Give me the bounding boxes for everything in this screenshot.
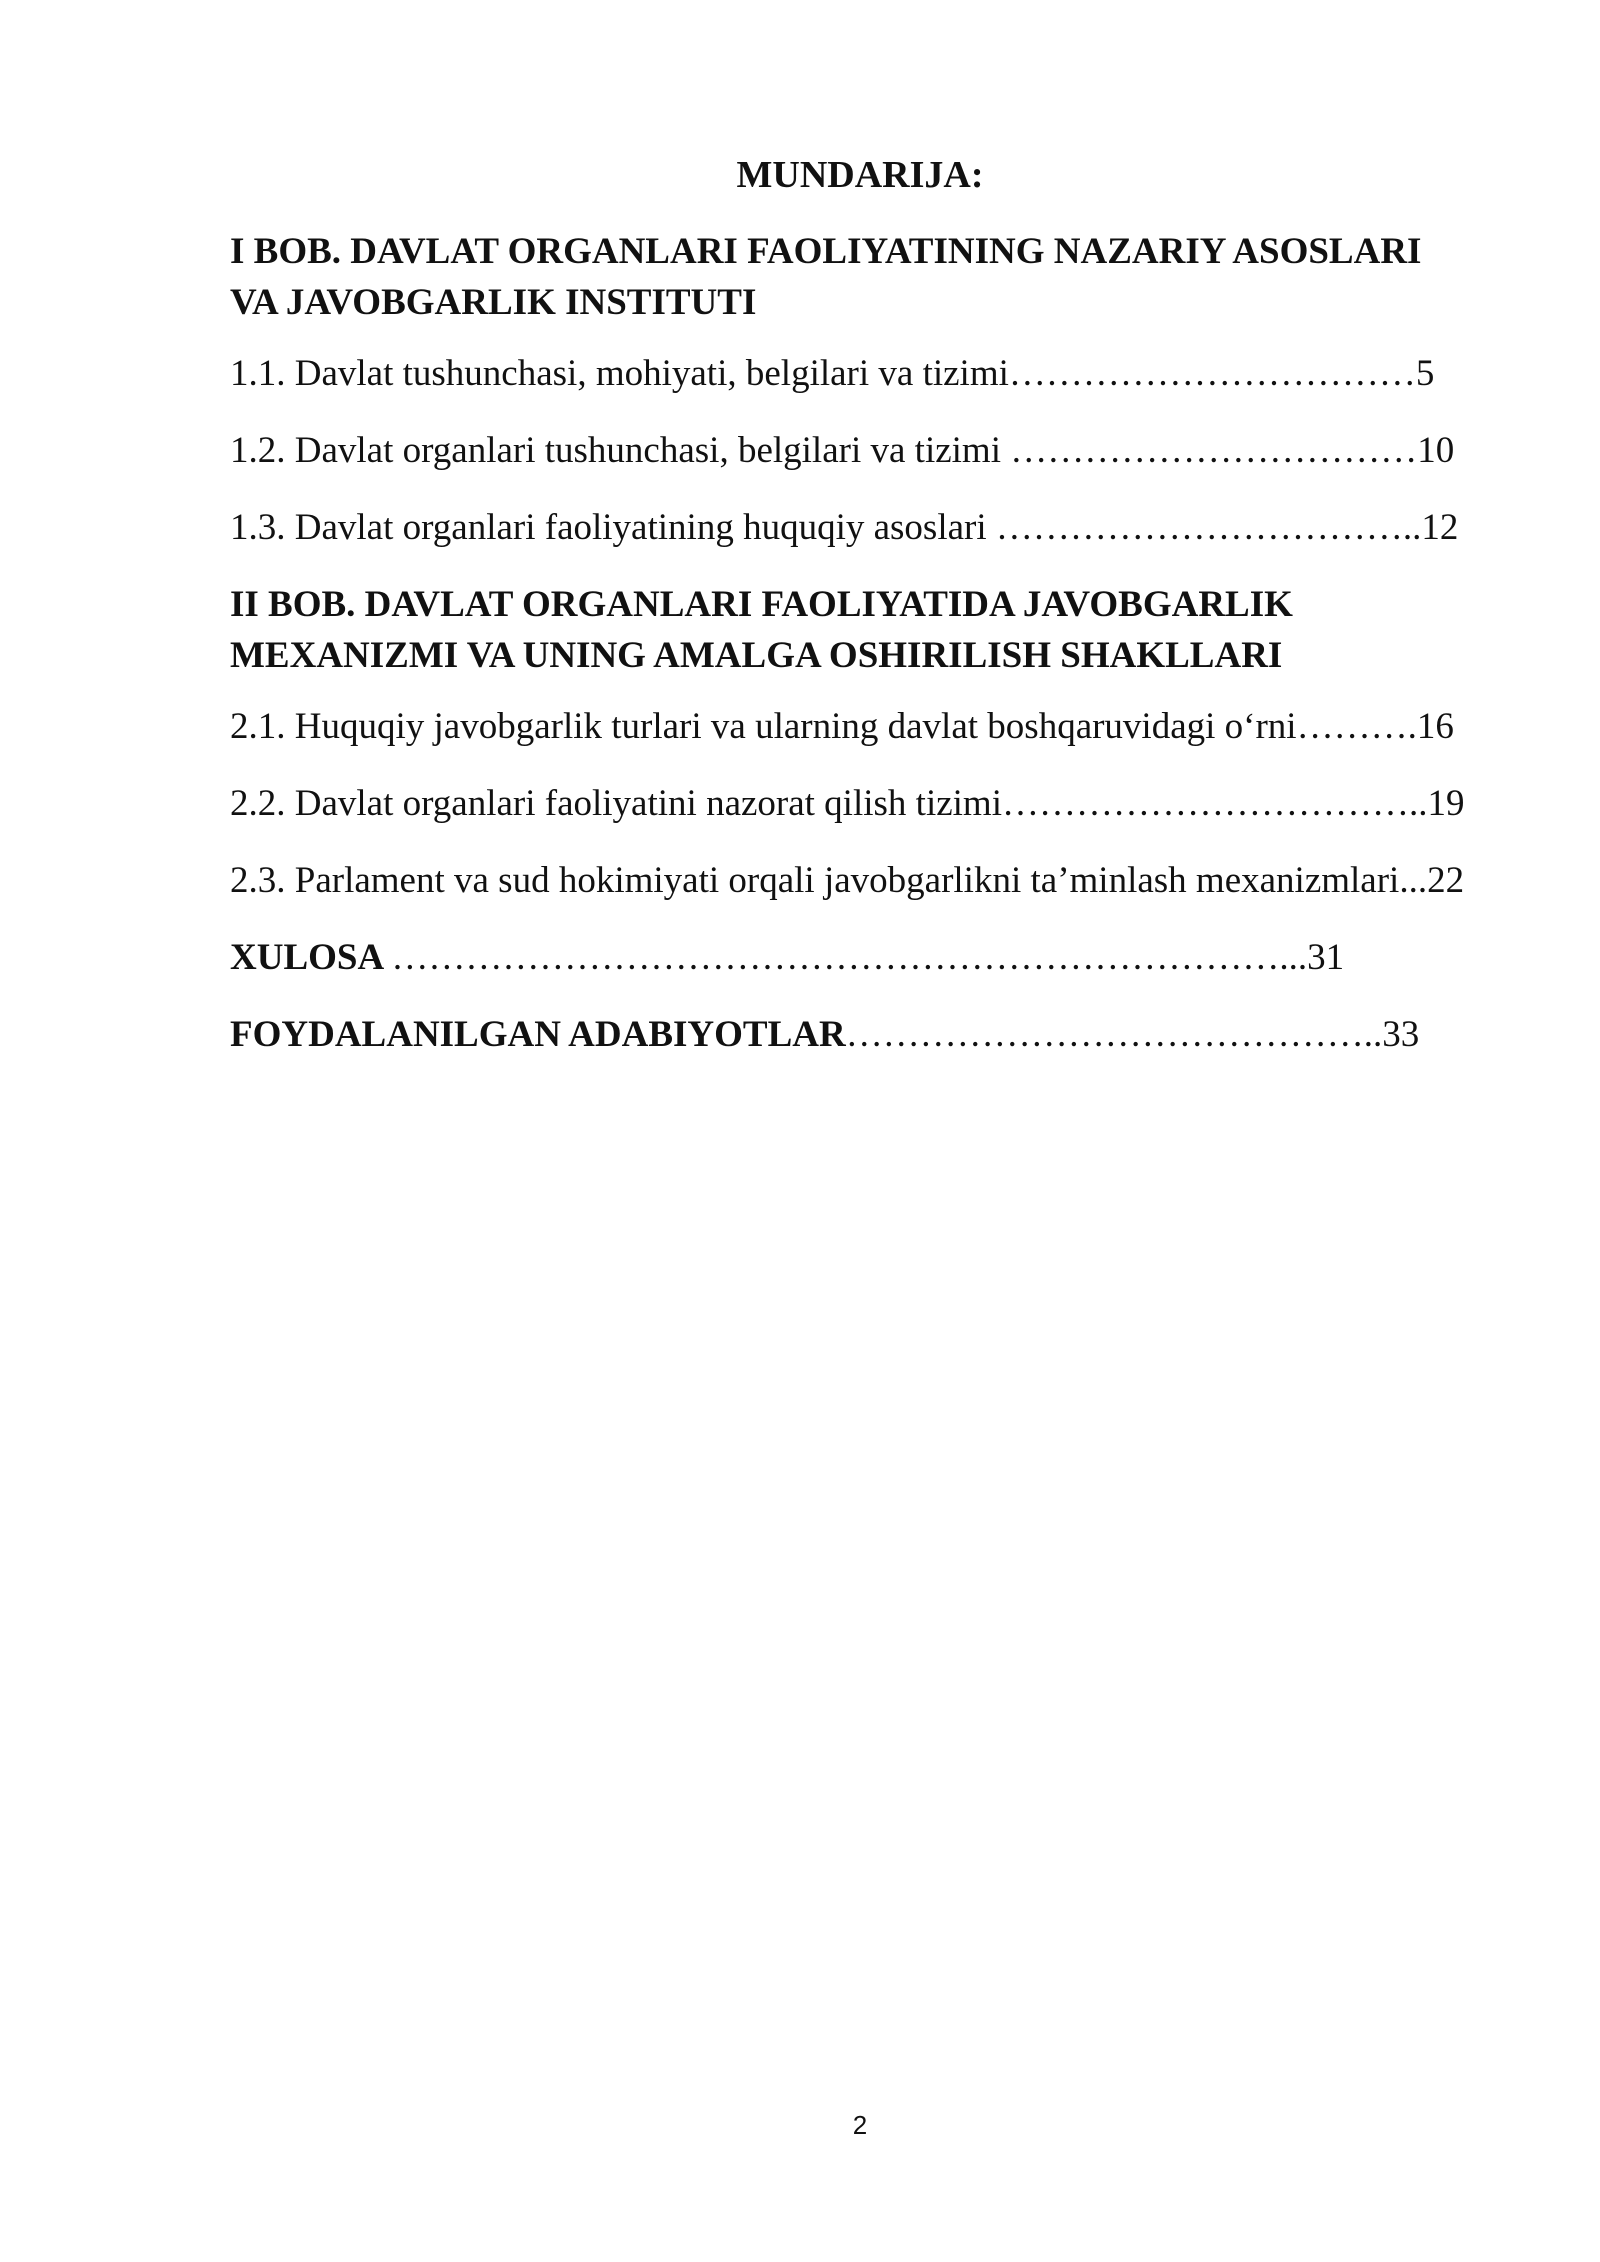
toc-entry-page-number: 19 xyxy=(1427,783,1465,824)
toc-entry-page-number: 16 xyxy=(1416,706,1454,747)
toc-entry-1-3[interactable] xyxy=(230,502,1500,553)
toc-entry-leader: ………. xyxy=(1296,706,1417,747)
chapter-2-heading-line-1: II BOB. DAVLAT ORGANLARI FAOLIYATIDA JAVOBGARLIK xyxy=(230,584,1293,625)
toc-entry-page-number: 22 xyxy=(1427,860,1465,901)
toc-entry-text: 2.1. Huquqiy javobgarlik turlari va ularning davlat boshqaruvidagi o‘rni xyxy=(230,706,1297,747)
chapter-2-heading[interactable] xyxy=(230,579,1500,681)
toc-entry-page-number: 5 xyxy=(1415,353,1435,394)
toc-entry-2-3[interactable] xyxy=(230,855,1500,906)
toc-entry-1-1[interactable] xyxy=(230,348,1500,399)
toc-entry-leader: …………………………… xyxy=(1010,430,1418,471)
toc-entry-references[interactable] xyxy=(230,1009,1500,1060)
toc-entry-page-number: 33 xyxy=(1382,1014,1420,1055)
toc-entry-text: FOYDALANILGAN ADABIYOTLAR xyxy=(230,1014,846,1055)
toc-entry-leader: ... xyxy=(1399,860,1428,901)
chapter-1-heading-line-1: I BOB. DAVLAT ORGANLARI FAOLIYATINING NAZARIY ASOSLARI xyxy=(230,231,1422,272)
toc-entry-text: 1.2. Davlat organlari tushunchasi, belgilari va tizimi xyxy=(230,430,1011,471)
toc-entry-1-2[interactable] xyxy=(230,425,1500,476)
toc-entry-2-1[interactable] xyxy=(230,701,1500,752)
page-number: 2 xyxy=(852,2110,868,2140)
toc-entry-leader: …………………………… xyxy=(1008,353,1416,394)
toc-entry-leader: …………………………….. xyxy=(1002,783,1428,824)
toc-entry-page-number: 12 xyxy=(1421,507,1459,548)
chapter-1-heading[interactable] xyxy=(230,226,1500,328)
toc-entry-leader: ………………………………………………………………... xyxy=(391,937,1308,978)
toc-entry-leader: …………………………………….. xyxy=(845,1014,1383,1055)
toc-entry-conclusion[interactable] xyxy=(230,932,1500,983)
toc-entry-text: 1.1. Davlat tushunchasi, mohiyati, belgilari va tizimi xyxy=(230,353,1009,394)
toc-entry-text: 2.3. Parlament va sud hokimiyati orqali javobgarlikni ta’minlash mexanizmlari xyxy=(230,860,1400,901)
toc-entry-2-2[interactable] xyxy=(230,778,1500,829)
toc-title: MUNDARIJA: xyxy=(736,154,984,196)
toc-entry-leader: …………………………….. xyxy=(995,507,1422,548)
chapter-1-heading-line-2: VA JAVOBGARLIK INSTITUTI xyxy=(230,282,757,323)
toc-entry-page-number: 10 xyxy=(1417,430,1455,471)
toc-entry-text: 1.3. Davlat organlari faoliyatining huquqiy asoslari xyxy=(230,507,996,548)
toc-entry-page-number: 31 xyxy=(1307,937,1345,978)
toc-entry-text: XULOSA xyxy=(230,937,392,978)
table-of-contents xyxy=(230,226,1500,1086)
chapter-2-heading-line-2: MEXANIZMI VA UNING AMALGA OSHIRILISH SHAKLLARI xyxy=(230,635,1283,676)
toc-entry-text: 2.2. Davlat organlari faoliyatini nazorat qilish tizimi xyxy=(230,783,1002,824)
